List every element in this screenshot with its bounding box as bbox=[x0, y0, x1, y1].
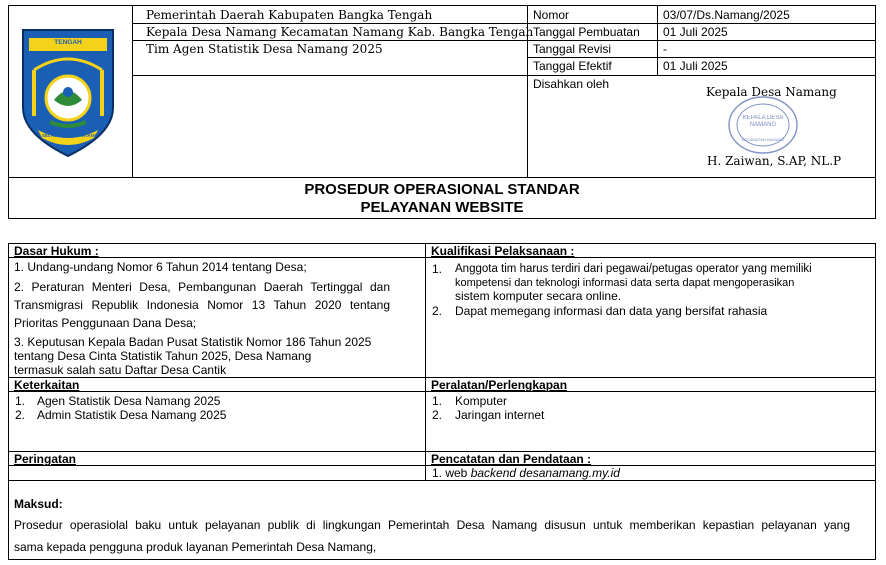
maksud-line-1: Prosedur operasiolal baku untuk pelayanan publik di lingkungan Pemerintah Desa Namang disusun untuk memberikan kepastian pelayanan yang bbox=[14, 518, 850, 532]
kualifikasi-item-2-number: 2. bbox=[432, 304, 443, 318]
stamp-small-text: KECAMATAN NAMANG bbox=[741, 137, 785, 142]
pencatatan-item-1 bbox=[432, 466, 620, 480]
kualifikasi-item-1-number: 1. bbox=[432, 262, 443, 276]
dasar-hukum-item-2-line-1: 2. Peraturan Menteri Desa, Pembangunan Daerah Tertinggal dan bbox=[14, 280, 390, 294]
meta-value-tanggal-pembuatan: 01 Juli 2025 bbox=[663, 25, 728, 39]
meta-label-tanggal-efektif: Tanggal Efektif bbox=[533, 59, 612, 73]
keterkaitan-item-2: Admin Statistik Desa Namang 2025 bbox=[37, 408, 227, 422]
keterkaitan-item-1: Agen Statistik Desa Namang 2025 bbox=[37, 394, 221, 408]
dasar-hukum-item-1: 1. Undang-undang Nomor 6 Tahun 2014 tentang Desa; bbox=[14, 260, 307, 274]
crest-motto: SELAWANG SEGANTANG bbox=[42, 133, 98, 138]
meta-label-tanggal-revisi: Tanggal Revisi bbox=[533, 42, 612, 56]
approval-label: Disahkan oleh bbox=[533, 77, 610, 91]
pencatatan-heading: Pencatatan dan Pendataan : bbox=[431, 452, 592, 466]
dasar-hukum-item-3-line-1: 3. Keputusan Kepala Badan Pusat Statistik Nomor 186 Tahun 2025 bbox=[14, 335, 372, 349]
doc-title-2: PELAYANAN WEBSITE bbox=[360, 199, 524, 216]
peralatan-item-2: Jaringan internet bbox=[455, 408, 545, 422]
meta-value-tanggal-revisi: - bbox=[663, 42, 667, 56]
kualifikasi-item-2: Dapat memegang informasi dan data yang bersifat rahasia bbox=[455, 304, 768, 318]
dasar-hukum-item-2-line-3: Prioritas Penggunaan Dana Desa; bbox=[14, 316, 197, 330]
dasar-hukum-item-3-line-3: termasuk salah satu Daftar Desa Cantik bbox=[14, 363, 227, 377]
peralatan-item-2-number: 2. bbox=[432, 408, 443, 422]
keterkaitan-heading: Keterkaitan bbox=[14, 378, 80, 392]
kualifikasi-heading: Kualifikasi Pelaksanaan : bbox=[431, 244, 575, 258]
dasar-hukum-item-2-line-2: Transmigrasi Republik Indonesia Nomor 13 Tahun 2020 tentang bbox=[14, 298, 390, 312]
pencatatan-item-prefix: 1. web bbox=[432, 466, 471, 480]
kabupaten-crest-icon bbox=[20, 26, 116, 158]
keterkaitan-item-1-number: 1. bbox=[15, 394, 26, 408]
maksud-line-2: sama kepada pengguna produk layanan Pemerintah Desa Namang, bbox=[14, 540, 377, 554]
approval-name: H. Zaiwan, S.AP, NL.P bbox=[707, 154, 842, 168]
peralatan-heading: Peralatan/Perlengkapan bbox=[431, 378, 568, 392]
meta-value-tanggal-efektif: 01 Juli 2025 bbox=[663, 59, 728, 73]
org-line-1: Pemerintah Daerah Kabupaten Bangka Tengah bbox=[146, 8, 433, 22]
org-line-2: Kepala Desa Namang Kecamatan Namang Kab. Bangka Tengah bbox=[146, 25, 534, 39]
doc-title-1: PROSEDUR OPERASIONAL STANDAR bbox=[304, 181, 580, 198]
keterkaitan-item-2-number: 2. bbox=[15, 408, 26, 422]
dasar-hukum-heading: Dasar Hukum : bbox=[14, 244, 99, 258]
stamp-text: KEPALA DESA NAMANG bbox=[742, 115, 784, 128]
crest-banner: KABUPATEN BANGKA TENGAH bbox=[32, 32, 104, 46]
meta-value-nomor: 03/07/Ds.Namang/2025 bbox=[663, 8, 790, 22]
kualifikasi-item-1-line-3: sistem komputer secara online. bbox=[455, 289, 622, 303]
kualifikasi-item-1-line-1: Anggota tim harus terdiri dari pegawai/petugas operator yang memiliki bbox=[455, 263, 812, 275]
peralatan-item-1: Komputer bbox=[455, 394, 508, 408]
peringatan-heading: Peringatan bbox=[14, 452, 77, 466]
pencatatan-item-link-text: backend desanamang.my.id bbox=[470, 466, 620, 480]
meta-label-nomor: Nomor bbox=[533, 8, 570, 22]
dasar-hukum-item-3-line-2: tentang Desa Cinta Statistik Tahun 2025, Desa Namang bbox=[14, 349, 312, 363]
org-line-3: Tim Agen Statistik Desa Namang 2025 bbox=[146, 42, 383, 56]
maksud-heading: Maksud: bbox=[14, 497, 63, 511]
kualifikasi-item-1-line-2: kompetensi dan teknologi informasi data serta dapat mengoperasikan bbox=[455, 277, 795, 289]
meta-label-tanggal-pembuatan: Tanggal Pembuatan bbox=[533, 25, 640, 39]
peralatan-item-1-number: 1. bbox=[432, 394, 443, 408]
village-stamp-icon bbox=[727, 95, 799, 155]
approval-title: Kepala Desa Namang bbox=[706, 85, 837, 99]
